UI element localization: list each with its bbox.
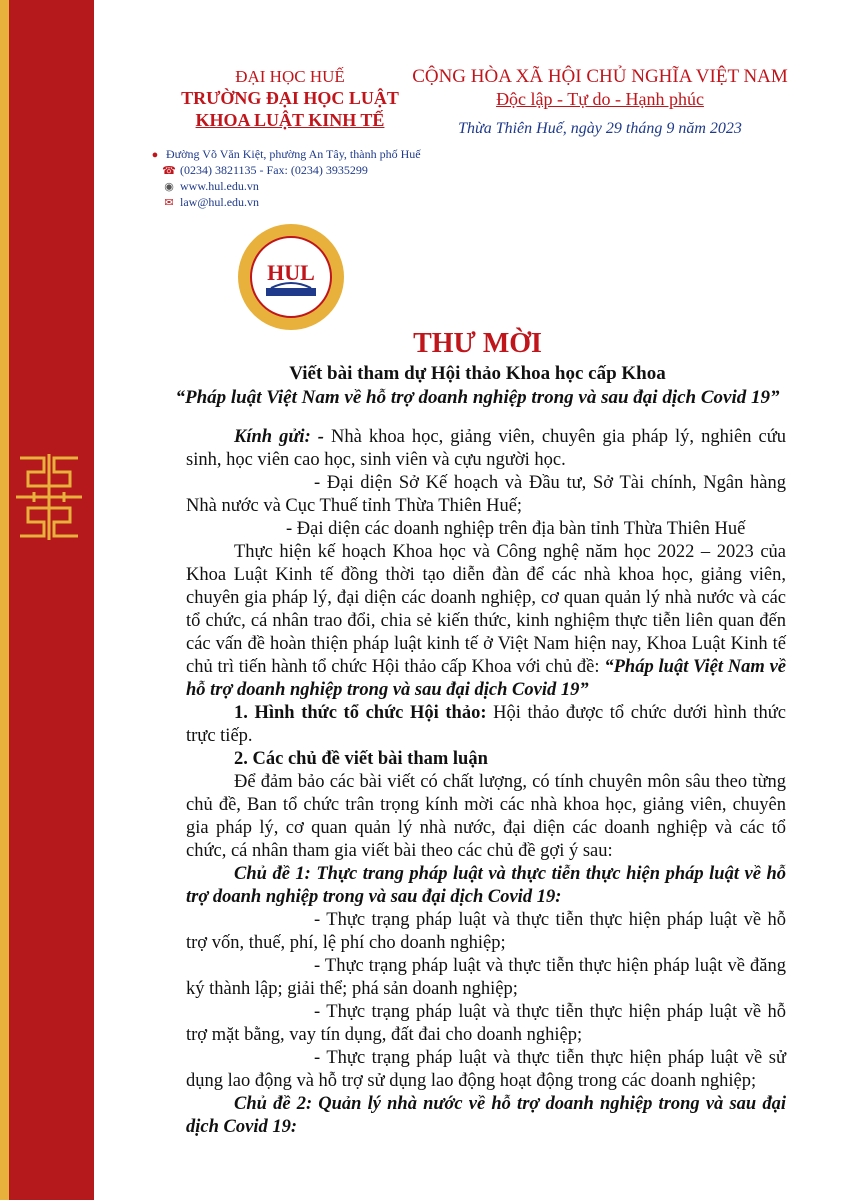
mail-icon: ✉ [164,197,174,209]
section-2-heading: 2. Các chủ đề viết bài tham luận [234,749,488,769]
phone-row [148,162,421,178]
section-1 [186,702,786,748]
section-1-text: Hội thảo được tổ chức dưới hình thức trực tiếp. [186,703,786,746]
letter-page [110,0,845,1200]
website-link[interactable]: www.hul.edu.vn [180,179,259,193]
decorative-side-bar [0,0,94,1200]
phone-icon: ☎ [162,165,176,177]
intro-text: Thực hiện kế hoạch Khoa học và Công nghệ năm học 2022 – 2023 của Khoa Luật Kinh tế đồng thời tạo diễn đàn để các nhà khoa học, giảng viên, chuyên gia pháp lý, đại diện các doanh nghiệp, cơ quan quản lý nhà nước và các tổ chức, cá nhân trao đổi, chia sẻ kiến thức, kinh nghiệm thực tiễn liên quan đến các vấn đề hoàn thiện pháp luật kinh tế ở Việt Nam hiện nay, Khoa Luật Kinh tế chủ trì tiến hành tổ chức Hội thảo cấp Khoa với chủ đề: [186,542,786,677]
topic-1-item: - Thực trạng pháp luật và thực tiễn thực hiện pháp luật về hỗ trợ vốn, thuế, phí, lệ phí cho doanh nghiệp; [186,910,786,953]
university-seal-logo [236,222,346,332]
recipients-text-1: Nhà khoa học, giảng viên, chuyên gia pháp lý, nghiên cứu sinh, học viên cao học, sinh viên và cựu người học. [186,427,786,470]
address-text: Đường Võ Văn Kiệt, phường An Tây, thành phố Huế [166,147,421,161]
gold-stripe [0,0,9,1200]
location-pin-icon: ● [151,149,159,161]
recipients-label: Kính gửi: - [234,427,324,447]
recipients-line-3: - Đại diện các doanh nghiệp trên địa bàn tỉnh Thừa Thiên Huế [286,519,746,539]
logo-text: HUL [267,260,315,285]
section-1-label: 1. Hình thức tổ chức Hội thảo: [234,703,487,723]
email-row [148,194,421,210]
topic-2-heading: Chủ đề 2: Quản lý nhà nước về hỗ trợ doanh nghiệp trong và sau đại dịch Covid 19: [186,1094,786,1137]
recipients-line-2: - Đại diện Sở Kế hoạch và Đầu tư, Sở Tài chính, Ngân hàng Nhà nước và Cục Thuế tỉnh Thừa Thiên Huế; [186,473,786,516]
national-header [410,66,790,140]
topic-1-item: - Thực trạng pháp luật và thực tiễn thực hiện pháp luật về hỗ trợ mặt bằng, vay tín dụng, đất đai cho doanh nghiệp; [186,1002,786,1045]
school-name: TRƯỜNG ĐẠI HỌC LUẬT [181,88,399,108]
section-2-text: Để đảm bảo các bài viết có chất lượng, có tính chuyên môn sâu theo từng chủ đề, Ban tổ chức trân trọng kính mời các nhà khoa học, giảng viên, chuyên gia pháp lý, cơ quan quản lý nhà nước, đại diện các doanh nghiệp và các tổ chức, cá nhân tham gia viết bài theo các chủ đề gợi ý sau: [186,772,786,861]
letter-title-block [110,326,845,410]
lattice-motif-icon [14,452,84,542]
intro-topic: “Pháp luật Việt Nam về hỗ trợ doanh nghiệp trong và sau đại dịch Covid 19” [186,657,787,700]
topic-1-item: - Thực trạng pháp luật và thực tiễn thực hiện pháp luật về đăng ký thành lập; giải thể; phá sản doanh nghiệp; [186,956,786,999]
university-name: ĐẠI HỌC HUẾ [235,67,345,86]
topic-1-item: - Thực trạng pháp luật và thực tiễn thực hiện pháp luật về sử dụng lao động và hỗ trợ sử dụng lao động hoạt động trong các doanh nghiệp; [186,1048,786,1091]
topic-1-heading: Chủ đề 1: Thực trang pháp luật và thực tiễn thực hiện pháp luật về hỗ trợ doanh nghiệp trong và sau đại dịch Covid 19: [186,864,786,907]
address-row [148,146,421,162]
recipients-line-1 [186,426,786,472]
globe-icon: ◉ [164,181,174,193]
intro-paragraph [186,541,786,702]
letter-date: Thừa Thiên Huế, ngày 29 tháng 9 năm 2023 [458,120,742,137]
web-row [148,178,421,194]
letter-body [186,426,786,1139]
phone-text: (0234) 3821135 - Fax: (0234) 3935299 [180,163,368,177]
motto: Độc lập - Tự do - Hạnh phúc [496,89,704,109]
letter-subtitle: Viết bài tham dự Hội thảo Khoa học cấp Khoa [289,363,666,384]
conference-topic: “Pháp luật Việt Nam về hỗ trợ doanh nghiệp trong và sau đại dịch Covid 19” [175,387,780,408]
institution-header [160,66,420,131]
faculty-name: KHOA LUẬT KINH TẾ [195,110,385,130]
email-link[interactable]: law@hul.edu.vn [180,195,260,209]
letter-title: THƯ MỜI [413,328,542,359]
country-name: CỘNG HÒA XÃ HỘI CHỦ NGHĨA VIỆT NAM [412,66,788,87]
contact-block [148,146,421,210]
